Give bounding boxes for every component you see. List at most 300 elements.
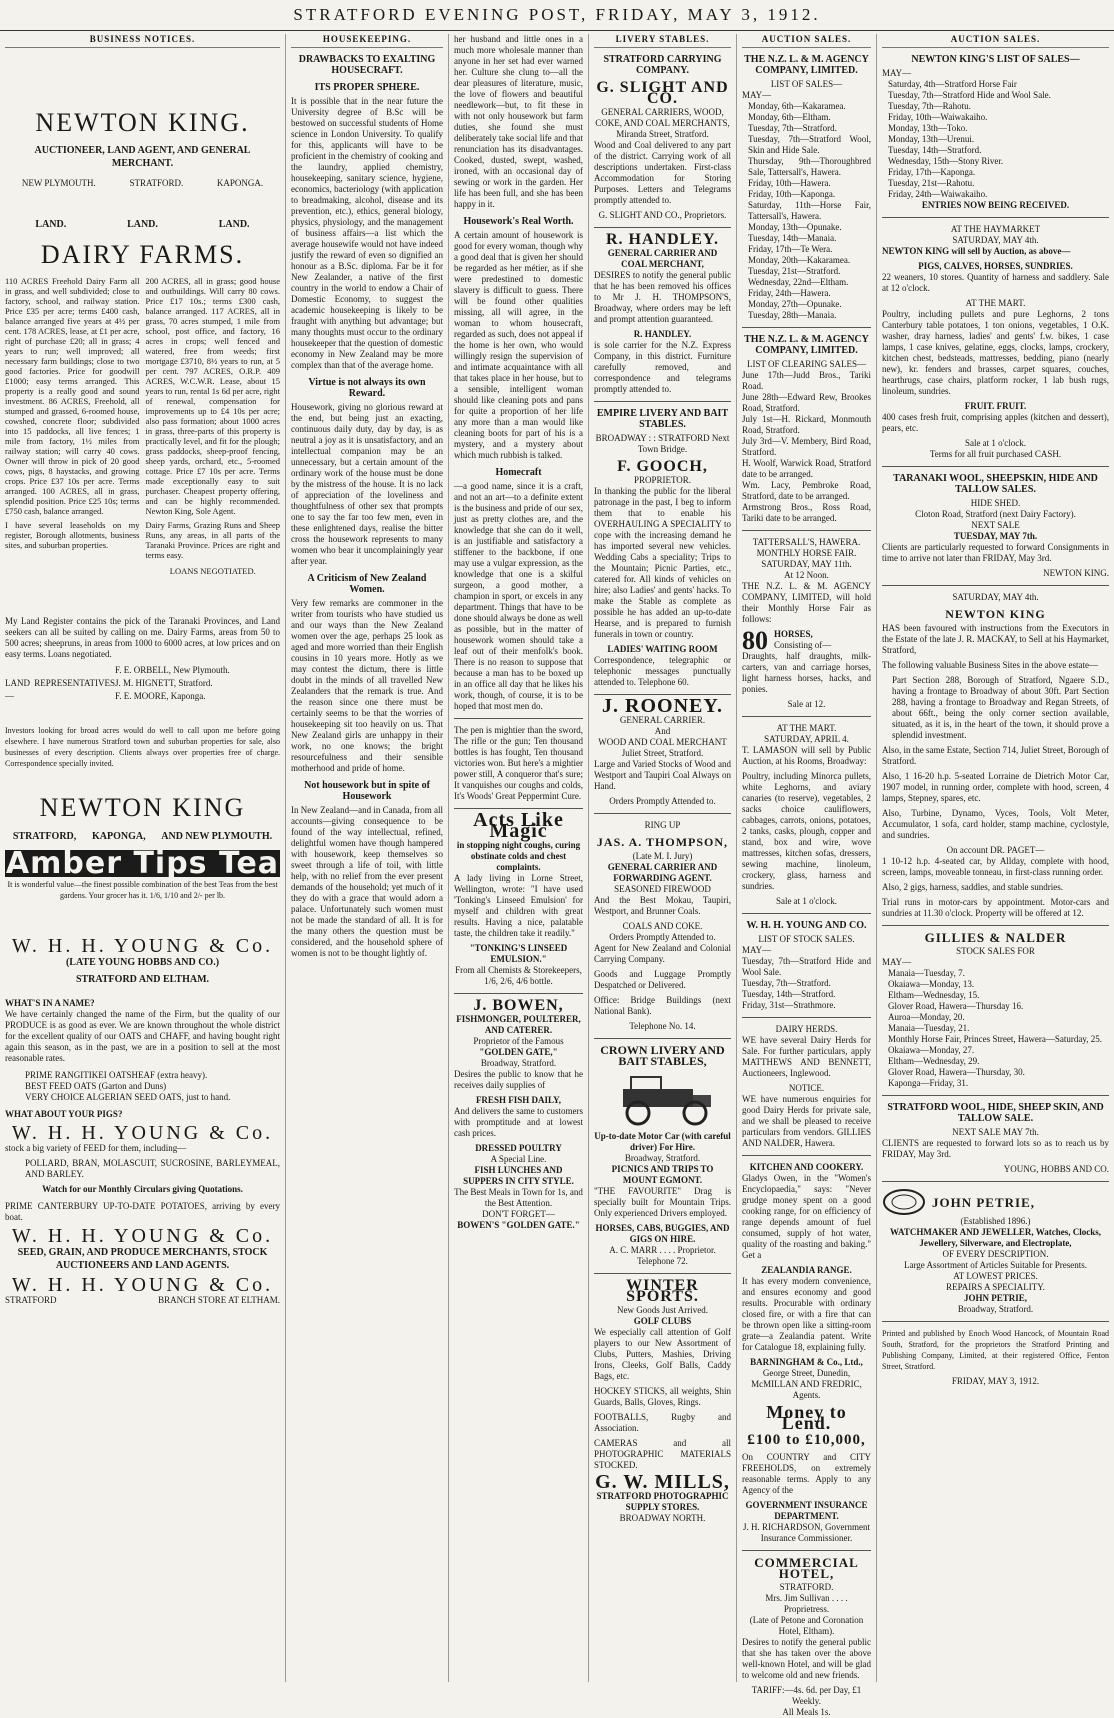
bowens-golden-gate: BOWEN'S "GOLDEN GATE." — [457, 1220, 580, 1230]
sale-item: Wednesday, 22nd—Eltham. — [748, 277, 849, 287]
clients-requested: CLIENTS are requested to forward lots so as to reach us by FRIDAY, May 3rd. — [882, 1138, 1109, 1159]
handley-sub: GENERAL CARRIER AND COAL MERCHANT, — [607, 248, 718, 269]
amber-tips-tea-banner: Amber Tips Tea — [5, 846, 280, 881]
newton-king-sales: NEWTON KING'S LIST OF SALES— — [911, 54, 1080, 65]
crown-addr: Broadway, Stratford. — [624, 1153, 701, 1163]
seed-merchants: SEED, GRAIN, AND PRODUCE MERCHANTS, STOCK AUCTIONEERS AND LAND AGENTS. — [17, 1247, 268, 1271]
clearing-item: Armstrong Bros., Ross Road, Tariki date to be arranged. — [742, 502, 871, 523]
next-sale: NEXT SALE — [971, 520, 1020, 530]
best-meals: The Best Meals in Town for 1s, and the Best Attention. — [454, 1187, 583, 1208]
oats-item: VERY CHOICE ALGERIAN SEED OATS, just to hand. — [25, 1092, 231, 1102]
mills-sub: STRATFORD PHOTOGRAPHIC SUPPLY STORES. — [596, 1491, 729, 1512]
sale-item: Friday, 24th—Hawera. — [748, 288, 831, 298]
sullivan: Mrs. Jim Sullivan . . . . Proprietress. — [765, 1593, 848, 1614]
richardson: J. H. RICHARDSON, Government Insurance Commissioner. — [743, 1522, 870, 1543]
stock-list — [888, 968, 1109, 1089]
slight-name: G. SLIGHT AND CO. — [596, 79, 729, 107]
sale-item: Thursday, 9th—Thoroughbred Sale, Tattersall's, Hawera. — [748, 156, 871, 177]
at-noon: At 12 Noon. — [784, 570, 829, 580]
town: KAPONGA, — [91, 831, 146, 842]
motor-car-illustration — [603, 1071, 723, 1127]
sale-item: Tuesday, 14th—Stratford. — [888, 145, 982, 155]
stock-item: Glover Road, Hawera—Thursday, 30. — [888, 1067, 1025, 1077]
pigs-calves: PIGS, CALVES, HORSES, SUNDRIES. — [918, 261, 1073, 271]
sale-item: Tuesday, 7th—Stratford Wool, Skin and Hide Sale. — [748, 134, 871, 155]
lowest-prices: AT LOWEST PRICES. — [953, 1271, 1038, 1281]
bowen-name: J. BOWEN, — [473, 997, 564, 1014]
dr-paget: On account DR. PAGET— — [946, 845, 1045, 855]
golden-gate: "GOLDEN GATE," — [479, 1047, 558, 1057]
dairy-farms-heading: DAIRY FARMS. — [40, 240, 245, 269]
imprint-date: FRIDAY, MAY 3, 1912. — [951, 1376, 1040, 1386]
gillies-nalder: GILLIES & NALDER — [924, 930, 1067, 945]
golf-body: We especially call attention of Golf players to our New Assortment of Clubs, Putters, Mashies, Driving Irons, Cleeks, Golf Balls, Caddy Bags, etc. — [594, 1327, 731, 1381]
terms-cash: Terms for all fruit purchased CASH. — [929, 449, 1062, 459]
town: KAPONGA. — [216, 178, 264, 188]
fruit-heading: FRUIT. FRUIT. — [964, 401, 1027, 411]
sale-item: Monday, 13th—Opunake. — [748, 222, 842, 232]
pigs-heading: WHAT ABOUT YOUR PIGS? — [5, 1109, 123, 1119]
feed-intro: stock a big variety of FEED for them, including— — [5, 1143, 187, 1153]
article-subhead: Not housework but in spite of Housework — [304, 780, 430, 802]
stratford-label: STRATFORD — [5, 1295, 57, 1305]
telephone-72: Telephone 72. — [637, 1256, 688, 1266]
column-business-notices — [0, 34, 285, 1682]
handley-name: R. HANDLEY. — [605, 231, 720, 248]
hockey: HOCKEY STICKS, all weights, Shin Guards, Balls, Gloves, Rings. — [594, 1386, 731, 1407]
govt-insurance: GOVERNMENT INSURANCE DEPARTMENT. — [745, 1500, 868, 1521]
article-subhead: DRAWBACKS TO EXALTING HOUSECRAFT. — [298, 54, 436, 76]
kitchen-cookery: KITCHEN AND COOKERY. — [749, 1162, 864, 1172]
land-heading — [5, 219, 280, 230]
rooney-stocks: Large and Varied Stocks of Wood and Westport and Taupiri Coal Always on Hand. — [594, 759, 731, 791]
leasehold-note: I have several leaseholds on my register, Borough allotments, business sites, and suburban properties. — [5, 520, 140, 550]
petrie-header — [882, 1188, 1109, 1216]
nzlm-horse-fair: THE N.Z. L. & M. AGENCY COMPANY, LIMITED, will hold their Monthly Horse Fair as follows: — [742, 581, 871, 624]
article-text: It is possible that in the near future the University degree of B.Sc will be bestowed on successful students of Home science in London University. To qualify for this, applicants will have to be proficient in the chemistry of cooking and the laundry, applied chemistry, housekeeping, sanitary science, hygiene, economics, bacteriology (with application to breadmaking, alcohol, disease and its prevention, etc.), ethics, general biology, physics, physiology, and the management of business affairs—a list which the average housewife would not have indeed justify the reward of even so dignified an honour as a B.Sc. diploma. Far be it for New Zealander, a native of the first country in the world to endow a Chair of Domestic Economy, to suggest the academic housekeeping is likely to be fraught with anything but advantage; but many thoughts must occur to the ordinary housekeeper that the question of domestic economy in New Zealand may be more complex than that of the average home. — [291, 96, 443, 370]
stock-item: Friday, 31st—Strathmore. — [742, 1000, 836, 1010]
rooney-sub: GENERAL CARRIER. — [619, 715, 706, 725]
stock-sales: LIST OF STOCK SALES. — [758, 934, 855, 944]
notice-body: WE have numerous enquiries for good Dairy Herds for private sale, and we shall be pleased to receive particulars from vendors. GILLIES AND NALDER, Hawera. — [742, 1094, 871, 1148]
watchmaker: WATCHMAKER AND JEWELLER, Watches, Clocks, Jewellery, Silverware, and Electroplate, — [890, 1227, 1101, 1248]
amber-tips-note: It is wonderful value—the finest possible combination of the best Teas from the best gardens. Your grocer has it. 1/6, 1/10 and 2/- per lb. — [7, 880, 278, 900]
advertiser-name-2: NEWTON KING — [39, 793, 246, 822]
loan-range: £100 to £10,000, — [747, 1432, 866, 1448]
may-label-2: MAY— — [742, 945, 772, 955]
lamason: T. LAMASON will sell by Public Auction, at his Rooms, Broadway: — [742, 745, 871, 766]
sale-item: Friday, 17th—Te Wera. — [748, 244, 833, 254]
picnics: PICNICS AND TRIPS TO MOUNT EGMONT. — [611, 1164, 714, 1185]
thompson-late: (Late M. I. Jury) — [632, 851, 693, 861]
tuesday-may-7: TUESDAY, MAY 7th. — [953, 531, 1038, 541]
sale-item: Tuesday, 14th—Manaia. — [748, 233, 837, 243]
clearing-item: Wm. Lacy, Pembroke Road, Stratford, date to be arranged. — [742, 480, 871, 501]
sale-item: Monday, 20th—Kakaramea. — [748, 255, 851, 265]
dressed-poultry: DRESSED POULTRY — [475, 1143, 562, 1153]
new-goods: New Goods Just Arrived. — [617, 1305, 708, 1315]
feed-list: POLLARD, BRAN, MOLASCUIT, SUCROSINE, BARLEYMEAL, AND BARLEY. — [25, 1158, 280, 1179]
stock-sales-for: STOCK SALES FOR — [956, 946, 1035, 956]
young-firm-name-2: W. H. H. YOUNG & Co. — [11, 1122, 274, 1144]
listing-left: 110 ACRES Freehold Dairy Farm all in grass, and well subdivided; close to factory, school, and railway station. Price £35 per acre; terms £400 cash, balance arranged five years at 4½ per cent. 178 ACRES, lease, at £1 per acre, right of purchase £20; all in grass; 4 years to run; well improved; all necessary farm buildings; close to two good factories. Price for goodwill £1000; easy terms arranged. This property is a really good and sound investment. 86 ACRES, Freehold, all stumped and grassed, 6-roomed house, cowshed, concrete floor; subdivided into 15 paddocks, all live fences; 1 mile from factory, 1½ miles from railway station; will carry 40 cows. Owner will throw in pick of 20 good cows, pigs, 8 haystacks, and growing crops. Price £37 10s per acre. Terms arranged. 100 ACRES, all in grass, splendid position. Price £25 10s; terms £750 cash, balance arranged. — [5, 276, 140, 516]
stock-item: Auroa—Monday, 20. — [888, 1012, 965, 1022]
newton-king-auction: NEWTON KING will sell by Auction, as above— — [882, 246, 1071, 256]
marr-proprietor: A. C. MARR . . . . Proprietor. — [609, 1245, 716, 1255]
barningham: BARNINGHAM & Co., Ltd., — [750, 1357, 863, 1367]
loans-note: LOANS NEGOTIATED. — [169, 566, 256, 576]
acts-like-magic: Acts Like Magic — [473, 809, 564, 842]
fresh-fish: FRESH FISH DAILY, — [475, 1095, 562, 1105]
haymarket: AT THE HAYMARKET — [950, 224, 1041, 234]
rooney-and: And — [654, 726, 671, 736]
horses-count — [742, 625, 871, 655]
ladies-room: LADIES' WAITING ROOM — [607, 644, 718, 654]
peppermint-poem: The pen is mightier than the sword, The rifle or the gun; Ten thousand bottles is has fought, Ten thousand victories won. But here's a mightier power still, A conqueror that's sure; It vanquishes our coughs and colds, It's Woods' Great Peppermint Cure. — [454, 725, 583, 801]
security-note: On COUNTRY and CITY FREEHOLDS, on extremely reasonable terms. Apply to any Agency of the — [742, 1452, 871, 1495]
thompson-coals: And the Best Mokau, Taupiri, Westport, and Brunner Coals. — [594, 895, 731, 916]
article-text: In New Zealand—and in Canada, from all accounts—giving consequence to be found of the way intellectual, refined, delightful women have though hampered with housework, keep themselves so sweet through a life of toil, with little help, with no relief from the ever present demands of the household; yet much of it they do with a grace that would adorn a palace. Unfortunately such women must not be made the standard of all. It is for the many others the question must be considered, and the household sphere of women is not to be thought lightly of. — [291, 805, 443, 958]
empire-addr: BROADWAY : : STRATFORD Next Town Bridge. — [595, 433, 730, 454]
young-place: STRATFORD AND ELTHAM. — [75, 974, 210, 985]
stock-list — [742, 956, 871, 1011]
column-header: HOUSEKEEPING. — [291, 34, 443, 48]
article-text: A certain amount of housework is good for every woman, though why a good deal that is given her should be regarded as her métier, as if she were predestined to domestic slavery is difficult to guess. There will be found other qualities missing, all will agree, in the woman to whom housecraft, regarded as such, does not appeal if the home is her own, who would willingly resign the supervision of and intimate acquaintance with all that takes place in her house, but to a sensible, intelligent woman should like cleaning pots and pans for quite a proportion of her life any more than a man would like cleaning boots for part of his is a mystery, and a mystery about which much rubbish is talked. — [454, 230, 583, 460]
land-representatives — [5, 664, 280, 703]
sale-item: Tuesday, 28th—Manaia. — [748, 310, 837, 320]
apples: 400 cases fresh fruit, comprising apples (kitchen and dessert), pears, etc. — [882, 412, 1109, 433]
horses-cabs: HORSES, CABS, BUGGIES, AND GIGS ON HIRE. — [595, 1223, 730, 1244]
sale-item: Monday, 6th—Eltham. — [748, 112, 831, 122]
sale-item: Saturday, 4th—Stratford Horse Fair — [888, 79, 1017, 89]
rep: J. M. HIGNETT, Stratford. — [115, 678, 213, 688]
gooch-name: F. GOOCH, — [617, 458, 708, 475]
listings — [5, 276, 280, 516]
sales-list — [748, 101, 871, 321]
article-subhead: Housework's Real Worth. — [463, 216, 574, 227]
golf-clubs: GOLF CLUBS — [633, 1316, 692, 1326]
masthead: STRATFORD EVENING POST, FRIDAY, MAY 3, 1912. — [0, 0, 1114, 31]
whats-in-a-name-text: We have certainly changed the name of the Firm, but the quality of our PRODUCE is as good as ever. We are known throughout the whole district for the excellent quality of our OATS and CHAFF, and having bought right again this season, as in the past, we are in a position to sell at the most reasonable rates. — [5, 1009, 280, 1063]
article-text: her husband and little ones in a much more wholesale manner than anyone in her set had ever warned her. Culture she clung to—all the dear pleasures of literature, music, the love of flowers and beautiful needlework—but, to fit these in with not only housework but farm duties, she found she must deliberately take social life and that renunciation has its disadvantages. Cooked, dusted, swept, washed, ironed, with an occasional day of sewing or work in the garden. Her life has been full, and she has been happy in it. — [454, 34, 583, 209]
column-header: AUCTION SALES. — [742, 34, 871, 48]
sale-item: Tuesday, 21st—Stratford. — [748, 266, 841, 276]
stock-item: Okaiawa—Monday, 27. — [888, 1045, 975, 1055]
stock-item: Tuesday, 7th—Stratford. — [742, 978, 831, 988]
young-firm-name: W. H. H. YOUNG & Co. — [11, 935, 274, 957]
stock-item: Tuesday, 7th—Stratford Hide and Wool Sale. — [742, 956, 871, 977]
petrie-place: Broadway, Stratford. — [957, 1304, 1034, 1314]
may-label: MAY— — [882, 68, 912, 78]
juliet-street: Juliet Street, Stratford. — [621, 748, 704, 758]
clearing-item: July 1st—H. Rickard, Monmouth Road, Stratford. — [742, 414, 871, 435]
advertiser-title: AUCTIONEER, LAND AGENT, AND GENERAL MERCHANT. — [34, 145, 251, 169]
stock-item: Eltham—Wednesday, 29. — [888, 1056, 980, 1066]
sales-list — [888, 79, 1109, 200]
footballs: FOOTBALLS, Rugby and Association. — [594, 1412, 731, 1433]
gooch-body: In thanking the public for the liberal patronage in the past, I beg to inform them that to enable his OVERHAULING A SPECIALITY to cope with the increasing demand he has imported several new vehicles. Wedding Cabs a speciality; Trips to the Mountain; Picnic Parties, etc., catered for. All kinds of vehicles on hire; also Ladies' and gents' hacks. To make the Stable as complete as possible he has added an up-to-date Hearse, and is prepared to furnish funerals in town or country. — [594, 486, 731, 639]
bowen-prop: Proprietor of the Famous — [473, 1036, 564, 1046]
part-section: Part Section 288, Borough of Stratford, Ngaere S.D., having a frontage to Broadway of about 30ft. Part Section 288, having a frontage to Broadway and Regan Streets, of about 66ft., being the only corner section available, situated, as it is, in the heart of the town, it should prove a splendid investment. — [892, 675, 1109, 740]
article-text: —a good name, since it is a craft, and not an art—to a definite extent is the business and pride of our sex, just as pretty clothes are, and the knowledge that she can do it well, is an justifiable and satisfactory a stiffener to the backbone, if one may use a vulgar expression, as the knowledge that one is a skilful surgeon, a good mother, a champion in sport, or excels in any department. Things that have to be done should always be done as well as possible, but in the matter of housework women should take a leaf out of their menfolk's book. There is no reason to suppose that because a man has to be boxed up in an office all day that he likes his work, though, of course, it is to be hoped that most men do. — [454, 481, 583, 711]
hotel-desire: Desires to notify the general public that she has taken over the above well-known Hotel, and will be glad to welcome old and new friends. — [742, 1637, 871, 1680]
established: (Established 1896.) — [960, 1216, 1031, 1226]
clearing-item: June 17th—Judd Bros., Tariki Road. — [742, 370, 871, 391]
bowen-sub: FISHMONGER, POULTERER, AND CATERER. — [456, 1014, 581, 1035]
sale-item: Friday, 10th—Waiwakaiho. — [888, 112, 988, 122]
slight-sign: G. SLIGHT AND CO., Proprietors. — [598, 210, 727, 220]
poultry-list: Poultry, including Minorca pullets, white Leghorns, and aviary canaries (to reserve), vegetables, 2 sacks choice cauliflowers, cabbages, carrots, onions, potatoes, 2 tanks, casks, plough, copper and stand, box and wire, wove mattresses, kitchen sofas, dressers, sewing machine, linoleum, crockery, glass, harness and sundries. — [742, 771, 871, 891]
draughts: Draughts, half draughts, milk-carters, van and carriage horses, light harness horses, hacks, and ponies. — [742, 651, 871, 694]
nzlm-company-2: THE N.Z. L. & M. AGENCY COMPANY, LIMITED. — [744, 334, 869, 356]
every-description: OF EVERY DESCRIPTION. — [942, 1249, 1049, 1259]
article-subhead: ITS PROPER SPHERE. — [314, 82, 420, 93]
sale-item: Saturday, 11th—Horse Fair, Tattersall's, Hawera. — [748, 200, 871, 221]
sale-at-1: Sale at 1 o'clock. — [964, 438, 1027, 448]
carrying-company: STRATFORD CARRYING COMPANY. — [603, 54, 722, 76]
coals-coke: COALS AND COKE. — [622, 921, 703, 931]
favourite-drag: "THE FAVOURITE" Drag is specially built for Mountain Trips. Only experienced Drivers employed. — [594, 1186, 731, 1218]
zealandia-body: It has every modern convenience, and ensures economy and good results. Procurable with ordinary closed fire, or with a fire that can be thrown open like a sitting-room grate—a Zealandia patent. Write for Catalogue 18, explaining fully. — [742, 1276, 871, 1352]
handley-agent: is sole carrier for the N.Z. Express Company, in this district. Furniture carefully removed, and correspondence and telegrams promptly attended to. — [594, 340, 731, 394]
telephone-14: Telephone No. 14. — [629, 1021, 696, 1031]
saturday-may-4: SATURDAY, MAY 4th. — [952, 235, 1039, 245]
sale-item: Friday, 10th—Kaponga. — [748, 189, 836, 199]
paget-car: 1 10-12 h.p. 4-seated car, by Allday, complete with hood, screen, lamps, moveable tonneau, in first-class running order. — [882, 856, 1109, 877]
george-street: George Street, Dunedin, McMILLAN AND FREDRIC, Agents. — [751, 1368, 862, 1400]
horses-label: HORSES, — [774, 629, 813, 639]
land-register: My Land Register contains the pick of the Taranaki Provinces, and Land seekers can all be suited by calling on me. Dairy Farms, areas from 50 to 500 acres; sheepruns, in areas from 1000 to 6000 acres, at low prices and on easy terms. Loans negotiated. — [5, 616, 280, 659]
column-article-continued — [448, 34, 588, 1682]
cameras: CAMERAS and all PHOTOGRAPHIC MATERIALS STOCKED. — [594, 1438, 731, 1470]
thompson-general: GENERAL CARRIER AND FORWARDING AGENT. — [607, 862, 718, 883]
town: STRATFORD, — [12, 831, 77, 842]
ladies-body: Correspondence, telegraphic or telephonic messages punctually attended to. Telephone 60. — [594, 655, 731, 687]
dairy-runs-note: Dairy Farms, Grazing Runs and Sheep Runs, any areas, in all parts of the Taranaki Province. Prices are right and terms easy. — [145, 520, 280, 560]
column-header: AUCTION SALES. — [882, 34, 1109, 48]
bowen-deliver: And delivers the same to customers with promptitude and at lowest cash prices. — [454, 1106, 583, 1138]
slight-body: Wood and Coal delivered to any part of the district. Carrying work of all descriptions undertaken. First-class Accommodation for Storing Purposes. Letters and Telegrams promptly attended to. — [594, 140, 731, 205]
bowen-broadway: Broadway, Stratford. — [480, 1058, 557, 1068]
crown-stables: CROWN LIVERY AND BAIT STABLES, — [600, 1043, 725, 1068]
clearing-item: June 28th—Edward Rew, Brookes Road, Stratford. — [742, 392, 871, 413]
sale-item: Friday, 17th—Kaponga. — [888, 167, 976, 177]
oats-list — [25, 1070, 280, 1103]
rooney-name: J. ROONEY. — [602, 695, 723, 717]
orders-note: Orders Promptly Attended to. — [609, 796, 716, 806]
saturday-may-11: SATURDAY, MAY 11th. — [761, 559, 852, 569]
imprint: Printed and published by Enoch Wood Hancock, of Mountain Road South, Stratford, for the proprietors the Stratford Printing and Publishing Company, Limited, at their registered Office, Fenton Street, Stratford. — [882, 1329, 1109, 1371]
notice: NOTICE. — [788, 1083, 825, 1093]
gooch-prop: PROPRIETOR. — [633, 475, 692, 485]
stock-item: Monthly Horse Fair, Princes Street, Hawera—Saturday, 25. — [888, 1034, 1103, 1044]
rooney-coal: WOOD AND COAL MERCHANT — [598, 737, 727, 747]
may-label: MAY— — [742, 90, 772, 100]
bowen-desire: Desires the public to know that he receives daily supplies of — [454, 1069, 583, 1090]
land-label: LAND. — [127, 219, 158, 230]
sale-item: Tuesday, 7th—Rahotu. — [888, 101, 971, 111]
investors-note: Investors looking for broad acres would do well to call upon me before going elsewhere. I have numerous Stratford town and suburban properties for sale, also businesses of every description. Clients always over properties free of charge. Correspondence specially invited. — [5, 726, 280, 768]
column-auction-sales-2 — [876, 34, 1114, 1682]
column-housekeeping — [285, 34, 448, 1682]
winter-sports: WINTER SPORTS. — [626, 1277, 699, 1305]
town: NEW PLYMOUTH. — [21, 178, 96, 188]
john-petrie-2: JOHN PETRIE, — [963, 1293, 1027, 1303]
oats-item: BEST FEED OATS (Garton and Duns) — [25, 1081, 167, 1091]
sale-item: Friday, 24th—Waiwakaiho. — [888, 189, 988, 199]
town: AND NEW PLYMOUTH. — [161, 831, 273, 842]
saturday-april: SATURDAY, APRIL 4. — [764, 734, 849, 744]
branch-line — [5, 1295, 280, 1306]
newton-king: NEWTON KING — [945, 607, 1046, 621]
handley-name-2: R. HANDLEY. — [633, 329, 692, 339]
town-list — [5, 178, 280, 189]
acts-body: A lady living in Lorne Street, Wellington, wrote: "I have used 'Tonking's Linseed Emulsion' for myself and children with great results. Having a nice, palatable taste, the children take it readily." — [454, 873, 583, 938]
chemists: From all Chemists & Storekeepers, 1/6, 2/6, 4/6 bottle. — [455, 965, 582, 986]
branch-label: BRANCH STORE AT ELTHAM. — [158, 1295, 280, 1305]
at-the-mart: AT THE MART. — [965, 298, 1026, 308]
young-firm-name-4: W. H. H. YOUNG & Co. — [11, 1274, 274, 1296]
list-of-sales: LIST OF SALES— — [770, 79, 843, 89]
mills-name: G. W. MILLS, — [595, 1471, 730, 1493]
circulars-note: Watch for our Monthly Circulars giving Quotations. — [42, 1184, 243, 1194]
land-label: LAND. — [35, 219, 67, 230]
orders-note-2: Orders Promptly Attended to. — [609, 932, 716, 942]
stock-item: Okaiawa—Monday, 13. — [888, 979, 975, 989]
watch-icon — [882, 1188, 926, 1216]
stock-item: Glover Road, Hawera—Thursday 16. — [888, 1001, 1024, 1011]
article-subhead: Virtue is not always its own Reward. — [308, 377, 426, 399]
hide-shed: HIDE SHED. — [970, 498, 1021, 508]
young-late: (LATE YOUNG HOBBS AND CO.) — [65, 957, 220, 968]
reps-label: LAND REPRESENTATIVES— — [5, 678, 115, 701]
fish-lunches: FISH LUNCHES AND SUPPERS IN CITY STYLE. — [463, 1165, 574, 1186]
office-note: Office: Bridge Buildings (next National Bank). — [594, 995, 731, 1016]
stock-item: Tuesday, 14th—Stratford. — [742, 989, 836, 999]
dairy-herds: DAIRY HERDS. — [775, 1024, 838, 1034]
sale-item: Tuesday, 7th—Stratford. — [748, 123, 837, 133]
also-turbine: Also, Turbine, Dynamo, Vyces, Tools, Volt Meter, Accumulator, 1 sofa, card holder, stamp machine, cyclostyle, and sundries. — [882, 808, 1109, 840]
stock-item: Kaponga—Friday, 31. — [888, 1078, 969, 1088]
article-subhead: A Criticism of New Zealand Women. — [307, 573, 427, 595]
all-meals: All Meals 1s. — [782, 1707, 831, 1717]
repairs: REPAIRS A SPECIALITY. — [946, 1282, 1045, 1292]
firewood: SEASONED FIREWOOD — [614, 884, 711, 894]
money-to-lend: Money to Lend. — [766, 1402, 847, 1433]
poultry-list: Poultry, including pullets and pure Leghorns, 2 tons Canterbury table potatoes, 1 ton onions, vegetables, 1 O.K. washer, dray harness, ladies' and gents' f.w. bikes, 1 case lamps, 1 case knives, gelatine, eggs, clocks, lamps, crockery, kitchen chest, bedsteads, mattresses, bedding, piano (nearly new), kr. fenders and brasses, carpet squares, couches, hearthrugs, case chairs, platform rocker, 1 lab bush rugs, linoleum, sundries. — [882, 309, 1109, 396]
sale-item: Monday, 6th—Kakaramea. — [748, 101, 846, 111]
monthly-fair: MONTHLY HORSE FAIR. — [756, 548, 857, 558]
stock-item: Manaia—Tuesday, 21. — [888, 1023, 970, 1033]
tattersalls: TATTERSALL'S, HAWERA. — [752, 537, 861, 547]
following: The following valuable Business Sites in the above estate— — [882, 660, 1098, 670]
special-line: A Special Line. — [490, 1154, 547, 1164]
town: STRATFORD. — [129, 178, 184, 188]
rep: F. E. ORBELL, New Plymouth. — [115, 665, 230, 675]
clearing-list — [742, 370, 871, 524]
listing-right: 200 ACRES, all in grass; good house and outbuildings. Will carry 80 cows. Price £17 10s.; terms £300 cash, balance arranged. 117 ACRES, all in grass, 70 acres stumped, 1 mile from school, post office, and factory, 16 acres in crops; well fenced and watered, free from weeds; first mortgage £3710, 8½ years to run, at 5 per cent. 797 ACRES, O.R.P. 409 ACRES, W.C.W.R. Lease, about 15 years to run, rental 1s 6d per acre, right of renewal, compensation for improvements up to £4 10s per acre; also pass formation; about 1000 acres in grass, three-parts of this property is practically level, and fit for the plough; grass paddocks, sheep-proof fencing, sheep yards, orchard, etc., 5-roomed cottage. Price £7 10s per acre. Terms made exceptionally easy to suit purchaser. Cheapest property offering, and can be highly recommended. Newton King, Sole Agent. — [145, 276, 280, 516]
stock-item: Eltham—Wednesday, 15. — [888, 990, 980, 1000]
late-of: (Late of Petone and Coronation Hotel, Eltham). — [749, 1615, 864, 1636]
rep: F. E. MOORE, Kaponga. — [115, 691, 206, 701]
agent-note: Agent for New Zealand and Colonial Carrying Company. — [594, 943, 731, 964]
dairy-herds-body: WE have several Dairy Herds for Sale. For further particulars, apply MATTHEWS AND BENNETT, Auctioneers, Inglewood. — [742, 1035, 871, 1078]
sale-at-1: Sale at 1 o'clock. — [775, 896, 838, 906]
zealandia-range: ZEALANDIA RANGE. — [761, 1265, 852, 1275]
sale-item: Monday, 27th—Opunake. — [748, 299, 842, 309]
taranaki-wool: TARANAKI WOOL, SHEEPSKIN, HIDE AND TALLOW SALES. — [893, 473, 1098, 495]
large-assortment: Large Assortment of Articles Suitable for Presents. — [903, 1260, 1088, 1270]
land-label: LAND. — [218, 219, 250, 230]
also-motor: Also, 1 16-20 h.p. 5-seated Lorraine de Dietrich Motor Car, 1907 model, in running order, complete with hood, screen, 4 lamps, Stepney, spares, etc. — [882, 771, 1109, 803]
at-the-mart: AT THE MART. — [776, 723, 837, 733]
clearing-sales: LIST OF CLEARING SALES— — [746, 359, 867, 369]
dont-forget: DON'T FORGET— — [482, 1209, 555, 1219]
stock-item: Manaia—Tuesday, 7. — [888, 968, 965, 978]
commercial-place: STRATFORD. — [779, 1582, 834, 1592]
mackay-estate: HAS been favoured with instructions from the Executors in the Estate of the late J. R. MACKAY, to Sell at his Haymarket, Stratford, — [882, 623, 1109, 655]
also-gigs: Also, 2 gigs, harness, saddles, and stable sundries. — [882, 882, 1063, 892]
goods-note: Goods and Luggage Promptly Despatched or Delivered. — [594, 969, 731, 990]
john-petrie: JOHN PETRIE, — [932, 1194, 1036, 1210]
clearing-item: July 3rd—V. Membery, Bird Road, Stratford. — [742, 436, 871, 457]
handley-body: DESIRES to notify the general public that he has been removed his offices to Mr J. H. THOMPSON'S, Broadway, where orders may be left and prompt attention guaranteed. — [594, 270, 731, 324]
saturday-may-4-b: SATURDAY, MAY 4th. — [952, 592, 1039, 602]
young-hobbs: YOUNG, HOBBS AND CO. — [1003, 1164, 1109, 1174]
column-header: LIVERY STABLES. — [594, 34, 731, 48]
clearing-item: H. Woolf, Warwick Road, Stratford date to be arranged. — [742, 458, 871, 479]
gladys-owen: Gladys Owen, in the "Women's Encyclopaedia," says: "Never grudge money spent on a good cooking range, for on efficiency of range depends amount of fuel consumed, supply of hot water, quality of the roasting and baking." Get a — [742, 1173, 871, 1260]
cloton-road: Cloton Road, Stratford (next Dairy Factory). — [915, 509, 1076, 519]
town-list-2 — [5, 831, 280, 842]
newton-king-sign: NEWTON KING. — [1043, 568, 1109, 578]
column-auction-sales — [736, 34, 876, 1717]
advertiser-name: NEWTON KING. — [35, 108, 250, 137]
empire-stables: EMPIRE LIVERY AND BAIT STABLES. — [596, 408, 729, 430]
motor-car-hire: Up-to-date Motor Car (with careful driver) For Hire. — [594, 1131, 731, 1152]
tariff: TARIFF:—4s. 6d. per Day, £1 Weekly. — [751, 1685, 862, 1706]
nzlm-company: THE N.Z. L. & M. AGENCY COMPANY, LIMITED. — [744, 54, 869, 76]
consisting-label: Consisting of— — [774, 640, 832, 650]
sale-at-12: Sale at 12. — [787, 699, 826, 709]
sale-item: Tuesday, 21st—Rahotu. — [888, 178, 975, 188]
column-livery-stables — [588, 34, 736, 1682]
potatoes-note: PRIME CANTERBURY UP-TO-DATE POTATOES, arriving by every boat. — [5, 1201, 280, 1222]
sale-item: Friday, 10th—Hawera. — [748, 178, 831, 188]
article-text: Very few remarks are commoner in the writer from tourists who have studied us and our ways than the New Zealand women over the age, perhaps 25 look as aged and more worried than their English cousins in 10 years more. Hotly as we may contest the dictum, there is little doubt in the minds of all travelled New Zealanders that the remark is true. And the reason since one there must be certainly seems to be that the worries of housekeeping sit too heavily on us. That New Zealand girls are unhappy in their work, no one knows; the bright resourcefulness and their sensible motherhood and pride of home. — [291, 598, 443, 773]
whats-in-a-name: WHAT'S IN A NAME? — [5, 998, 95, 1008]
article-text: Housework, giving no glorious reward at the end, but being just an exacting, continuous daily duty, day by day, is as neutral a joy as it is unsatisfactory, and an intellectual companion may be an unnecessary, but a certain amount of the ordinary work of the house must be done by the mistress of the house. It is no lack of appreciation of the loveliness and thoughtfulness of other sex that prompts one to say the far too few men, even in these enlightened days, realise the bitter cross the housework represents to many women who bear it uncomplainingly year after year. — [291, 402, 443, 566]
weaners: 22 weaners, 10 stores. Quantity of harness and saddlery. Sale at 12 o'clock. — [882, 272, 1109, 293]
entries: ENTRIES NOW BEING RECEIVED. — [921, 200, 1070, 210]
young-firm-name-3: W. H. H. YOUNG & Co. — [11, 1225, 274, 1247]
article-subhead: Homecraft — [495, 467, 542, 478]
clients-note: Clients are particularly requested to forward Consignments in time to arrive not later than FRIDAY, May 3rd. — [882, 542, 1109, 563]
horse-count-number: 80 — [742, 625, 768, 655]
stratford-wool-sale: STRATFORD WOOL, HIDE, SHEEP SKIN, AND TALLOW SALE. — [887, 1102, 1104, 1124]
listing-notes — [5, 520, 280, 576]
thompson-name: JAS. A. THOMPSON, — [596, 835, 729, 849]
sale-item: Monday, 13th—Urenui. — [888, 134, 975, 144]
trial-runs: Trial runs in motor-cars by appointment. Motor-cars and sundries at 11.30 o'clock. Property will be offered at 12. — [882, 897, 1109, 918]
acts-sub: in stopping night coughs, curing obstinate colds and chest complaints. — [456, 840, 581, 872]
sale-item: Tuesday, 7th—Stratford Hide and Wool Sale. — [888, 90, 1051, 100]
slight-sub: GENERAL CARRIERS, WOOD, COKE, AND COAL MERCHANTS, Miranda Street, Stratford. — [595, 107, 730, 139]
broadway-north: BROADWAY NORTH. — [619, 1513, 706, 1523]
also-section: Also, in the same Estate, Section 714, Juliet Street, Borough of Stratford. — [882, 745, 1109, 766]
may-label-2: MAY— — [882, 957, 912, 967]
ring-up: RING UP — [644, 820, 681, 830]
